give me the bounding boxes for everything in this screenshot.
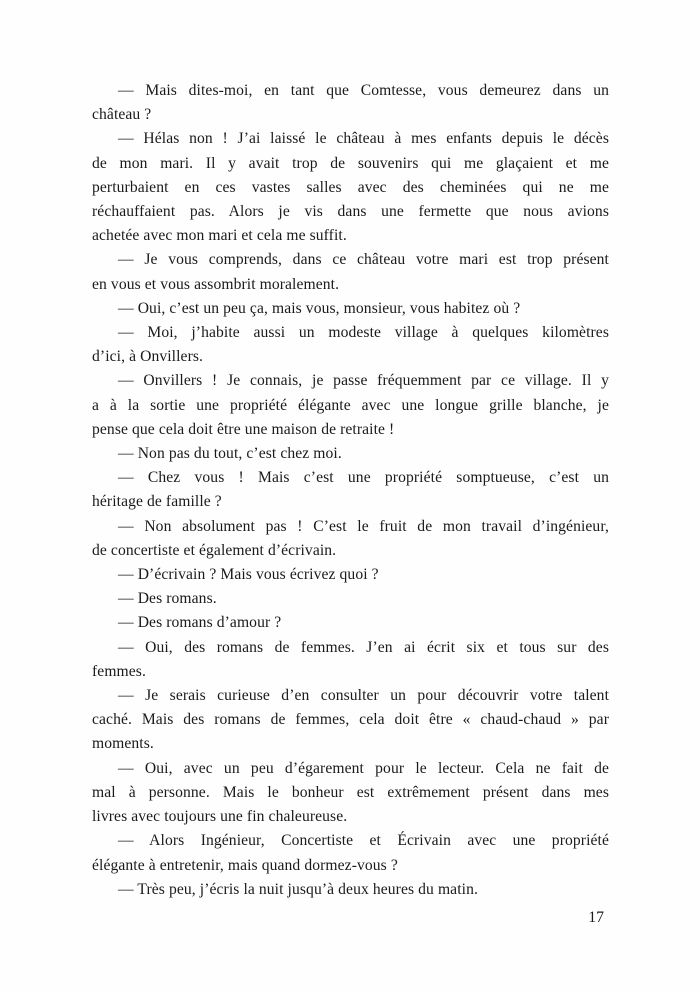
text-line: livres avec toujours une fin chaleureuse. <box>92 808 348 826</box>
text-line: château ? <box>92 106 152 124</box>
text-line: élégante à entretenir, mais quand dormez-vous ? <box>92 856 398 874</box>
text-block <box>92 79 609 902</box>
text-line: — Je vous comprends, dans ce château votre mari est trop présent <box>118 251 609 269</box>
text-line: — D’écrivain ? Mais vous écrivez quoi ? <box>118 566 379 584</box>
text-line: de concertiste et également d’écrivain. <box>92 541 337 559</box>
text-line: d’ici, à Onvillers. <box>92 348 204 366</box>
page-number: 17 <box>588 909 604 926</box>
text-line: — Mais dites-moi, en tant que Comtesse, vous demeurez dans un <box>118 82 609 99</box>
text-line: mal à personne. Mais le bonheur est extrêmement présent dans mes <box>92 783 609 801</box>
text-line: — Non absolument pas ! C’est le fruit de mon travail d’ingénieur, <box>118 517 609 535</box>
paragraph <box>92 248 609 296</box>
text-line: — Alors Ingénieur, Concertiste et Écrivain avec une propriété <box>118 832 609 850</box>
text-line: — Très peu, j’écris la nuit jusqu’à deux heures du matin. <box>118 880 478 898</box>
paragraph <box>92 321 609 369</box>
paragraph <box>92 442 609 466</box>
text-line: — Oui, c’est un peu ça, mais vous, monsieur, vous habitez où ? <box>118 299 521 317</box>
text-line: — Oui, avec un peu d’égarement pour le lecteur. Cela ne fait de <box>118 759 609 777</box>
text-line: perturbaient en ces vastes salles avec des cheminées qui ne me <box>92 178 609 196</box>
paragraph <box>92 127 609 248</box>
paragraph <box>92 297 609 321</box>
paragraph <box>92 878 609 902</box>
paragraph <box>92 587 609 611</box>
text-line: achetée avec mon mari et cela me suffit. <box>92 227 347 245</box>
text-line: en vous et vous assombrit moralement. <box>92 275 340 293</box>
paragraph <box>92 684 609 757</box>
text-line: moments. <box>92 735 154 753</box>
paragraph <box>92 829 609 877</box>
paragraph <box>92 369 609 442</box>
text-line: — Des romans d’amour ? <box>118 614 282 632</box>
text-line: — Chez vous ! Mais c’est une propriété somptueuse, c’est un <box>118 469 609 487</box>
text-line: pense que cela doit être une maison de retraite ! <box>92 420 395 438</box>
text-line: — Non pas du tout, c’est chez moi. <box>118 445 342 463</box>
paragraph <box>92 611 609 635</box>
text-line: — Oui, des romans de femmes. J’en ai écrit six et tous sur des <box>118 638 609 656</box>
text-line: — Onvillers ! Je connais, je passe fréquemment par ce village. Il y <box>118 372 609 390</box>
text-line: réchauffaient pas. Alors je vis dans une fermette que nous avions <box>92 203 609 221</box>
text-line: femmes. <box>92 662 146 680</box>
text-line: — Je serais curieuse d’en consulter un pour découvrir votre talent <box>118 687 609 705</box>
paragraph <box>92 515 609 563</box>
text-line: — Hélas non ! J’ai laissé le château à mes enfants depuis le décès <box>118 130 609 148</box>
paragraph <box>92 636 609 684</box>
text-line: héritage de famille ? <box>92 493 222 511</box>
text-line: — Moi, j’habite aussi un modeste village à quelques kilomètres <box>118 324 609 342</box>
text-line: — Des romans. <box>118 590 217 608</box>
text-line: a à la sortie une propriété élégante avec une longue grille blanche, je <box>92 396 609 414</box>
paragraph <box>92 466 609 514</box>
paragraph <box>92 563 609 587</box>
paragraph <box>92 757 609 830</box>
text-line: de mon mari. Il y avait trop de souvenirs qui me glaçaient et me <box>92 154 609 172</box>
paragraph <box>92 79 609 127</box>
text-line: caché. Mais des romans de femmes, cela doit être « chaud-chaud » par <box>92 711 609 729</box>
